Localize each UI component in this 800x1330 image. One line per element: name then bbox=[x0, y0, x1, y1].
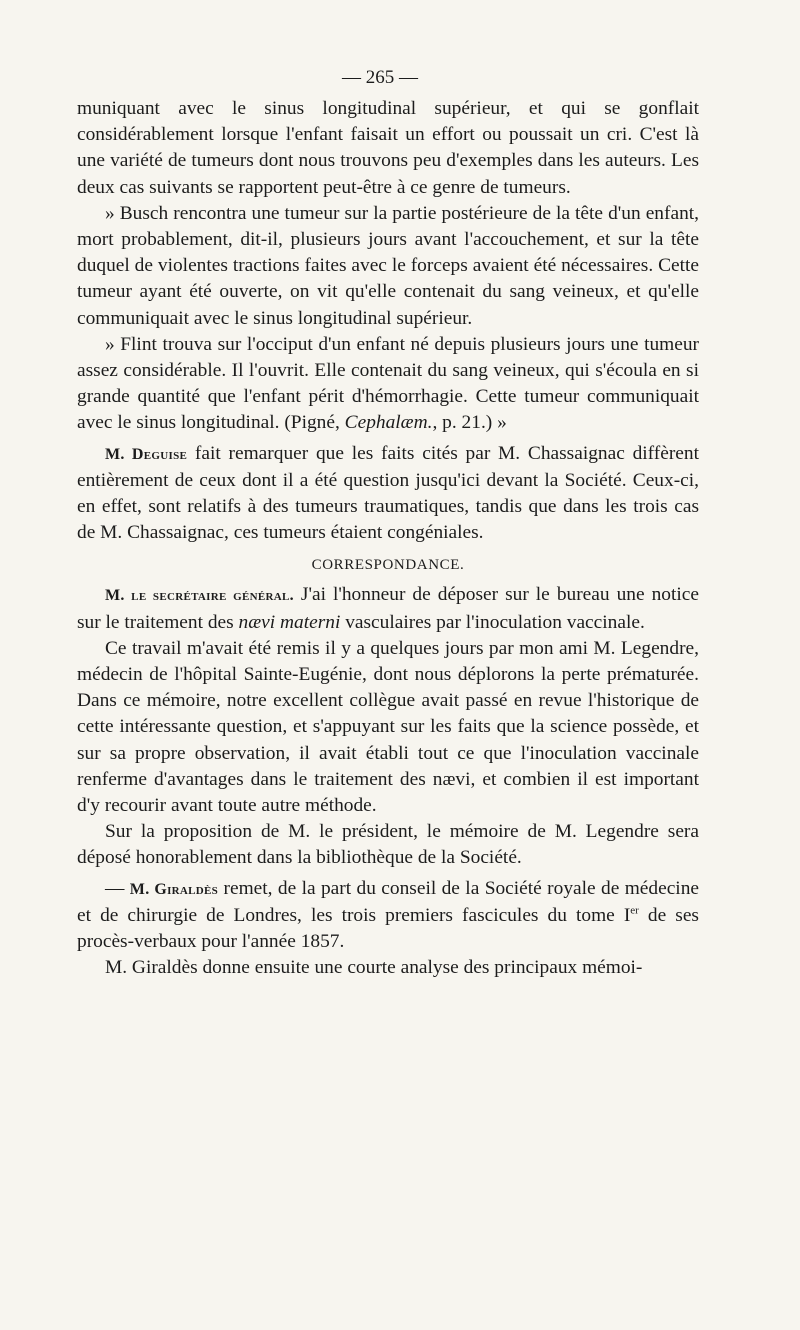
superscript-er: er bbox=[630, 904, 639, 917]
paragraph-giraldes-analyse: M. Giraldès donne ensuite une courte analyse des principaux mémoi- bbox=[105, 957, 643, 979]
speaker-deguise: M. Deguise bbox=[105, 445, 188, 463]
paragraph-proposition: Sur la proposition de M. le président, le mémoire de M. Legendre sera déposé honorablement dans la bibliothèque de la Société. bbox=[77, 821, 699, 869]
giraldes-text: remet, de la part du conseil de la Société royale de médecine et de chirurgie de Londres, les trois premiers fascicules du tome I bbox=[77, 877, 699, 926]
naevi-italic: nævi materni bbox=[238, 611, 341, 633]
paragraph-busch-quote: » Busch rencontra une tumeur sur la partie postérieure de la tête d'un enfant, mort probablement, dit-il, plusieurs jours avant l'accouchement, et sur la tête duquel de violentes tractions faites avec le forceps avaient été nécessaires. Cette tumeur ayant été ouverte, on vit qu'elle contenait du sang veineux, et qu'elle communiquait avec le sinus longitudinal supérieur. bbox=[77, 202, 699, 329]
paragraph-legendre: Ce travail m'avait été remis il y a quelques jours par mon ami M. Legendre, médecin de l'hôpital Sainte-Eugénie, dont nous déplorons la perte prématurée. Dans ce mémoire, notre excellent collègue avait passé en revue l'historique de cette intéressante question, et s'appuyant sur les faits que la science possède, et sur sa propre observation, il avait établi tout ce que l'inoculation vaccinale renferme d'avantages dans le traitement des nævi, et combien il est important d'y recourir avant toute autre méthode. bbox=[77, 637, 699, 817]
paragraph-deguise bbox=[77, 441, 699, 547]
giraldes-text-end: de ses procès-verbaux pour l'année 1857. bbox=[77, 904, 699, 953]
secretaire-text-end: vasculaires par l'inoculation vaccinale. bbox=[340, 611, 645, 633]
deguise-text: fait remarquer que les faits cités par M. Chassaignac diffèrent entièrement de ceux dont il a été question jusqu'ici devant la Société. Ceux-ci, en effet, sont relatifs à des tumeurs traumatiques, tandis que dans les trois cas de M. Chassaignac, ces tumeurs étaient congéniales. bbox=[77, 442, 699, 544]
text-column bbox=[77, 96, 699, 982]
page-number: — 265 — bbox=[342, 67, 418, 88]
flint-text-end: , p. 21.) » bbox=[432, 412, 507, 434]
speaker-giraldes: M. Giraldès bbox=[129, 880, 219, 898]
secretaire-text: J'ai l'honneur de déposer sur le bureau une notice sur le traitement des bbox=[77, 584, 699, 633]
flint-text: » Flint trouva sur l'occiput d'un enfant né depuis plusieurs jours une tumeur assez considérable. Il l'ouvrit. Elle contenait du sang veineux, qui s'écoula en si grande quantité que l'enfant périt d'hémorrhagie. Cette tumeur communiquait avec le sinus longitudinal. (Pigné, bbox=[77, 333, 699, 434]
speaker-secretaire: M. le secrétaire général. bbox=[105, 587, 294, 605]
paragraph-continuation: muniquant avec le sinus longitudinal supérieur, et qui se gonflait considérablement lorsque l'enfant faisait un effort ou poussait un cri. C'est là une variété de tumeurs dont nous trouvons peu d'exemples dans les auteurs. Les deux cas suivants se rapportent peut-être à ce genre de tumeurs. bbox=[77, 98, 699, 198]
section-heading-correspondance: CORRESPONDANCE. bbox=[311, 557, 465, 574]
paragraph-flint-quote bbox=[77, 332, 699, 437]
citation-italic: Cephalæm. bbox=[344, 412, 433, 434]
dash: — bbox=[105, 877, 130, 899]
paragraph-secretaire bbox=[77, 582, 699, 635]
paragraph-giraldes-remet bbox=[77, 876, 699, 956]
